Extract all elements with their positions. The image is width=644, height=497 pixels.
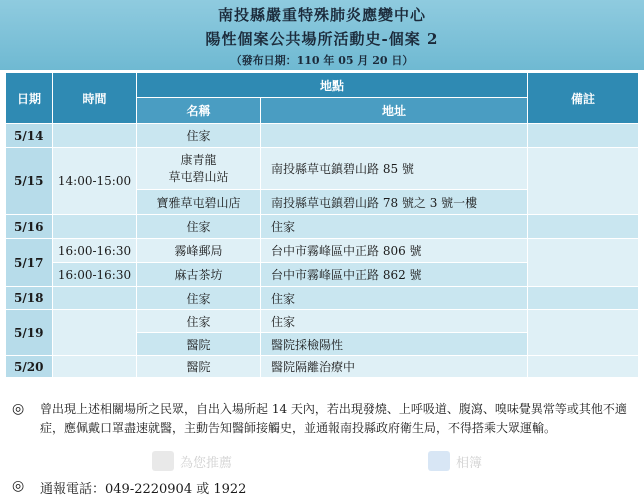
time-cell: 16:00-16:30 [53,239,136,262]
watermark-recommend [152,451,232,471]
place-address: 醫院隔離治療中 [261,356,527,377]
col-header-address: 地址 [261,98,527,123]
header-date: （發布日期：110 年 05 月 20 日） [230,54,414,67]
time-cell [53,287,136,309]
place-address: 台中市霧峰區中正路 806 號 [261,239,527,262]
place-name: 住家 [137,215,260,238]
time-cell [53,124,136,147]
bullet-mark: ◎ [12,401,25,417]
watermark-recommend-label: 為您推薦 [180,455,233,471]
place-name: 霧峰郵局 [137,239,260,262]
place-address: 住家 [261,287,527,309]
album-icon [428,451,450,471]
place-address [261,124,527,147]
place-name-line1: 康青龍 [180,152,217,167]
document-header [0,0,644,70]
place-name: 麻古茶坊 [137,263,260,286]
place-address: 南投縣草屯鎮碧山路 78 號之 3 號一樓 [261,190,527,214]
time-cell: 14:00-15:00 [53,148,136,214]
date-5-20: 5/20 [6,356,52,377]
header-subtitle: 陽性個案公共場所活動史-個案 2 [205,30,439,48]
place-name: 住家 [137,287,260,309]
recommend-icon [152,451,174,471]
col-header-date: 日期 [6,73,52,123]
advisory-text: 曾出現上述相關場所之民眾，自出入場所起 14 天內，若出現發燒、上呼吸道、腹瀉、嗅味覺異常等或其他不適症，應佩戴口罩盡速就醫，主動告知醫師接觸史，並通報南投縣政府衛生局，不得搭乘大眾運輸。 [40,402,627,435]
note-cell [528,239,638,286]
place-name: 醫院 [137,356,260,377]
bullet-mark: ◎ [12,478,25,494]
time-cell: 16:00-16:30 [53,263,136,286]
hotline-text: 通報電話：049-2220904 或 1922 [40,482,247,497]
date-5-17: 5/17 [6,239,52,286]
note-cell [528,148,638,214]
activity-table [6,73,638,377]
date-5-18: 5/18 [6,287,52,309]
col-header-name: 名稱 [137,98,260,123]
watermark-album [428,451,482,471]
time-cell [53,356,136,377]
place-name: 住家 [137,124,260,147]
place-name: 住家 [137,310,260,332]
place-name: 醫院 [137,333,260,355]
place-address: 住家 [261,215,527,238]
date-5-19: 5/19 [6,310,52,355]
date-5-16: 5/16 [6,215,52,238]
col-header-note: 備註 [528,73,638,123]
place-name [137,148,260,189]
header-title: 南投縣嚴重特殊肺炎應變中心 [217,6,426,24]
time-cell [53,310,136,355]
place-name-line2: 草屯碧山站 [168,169,229,184]
place-address: 台中市霧峰區中正路 862 號 [261,263,527,286]
note-cell [528,310,638,355]
note-cell [528,356,638,377]
note-cell [528,287,638,309]
date-5-14: 5/14 [6,124,52,147]
place-address: 醫院採檢陽性 [261,333,527,355]
place-address: 住家 [261,310,527,332]
col-header-time: 時間 [53,73,136,123]
watermark-album-label: 相簿 [456,455,483,471]
date-5-15: 5/15 [6,148,52,214]
note-cell [528,124,638,147]
note-cell [528,215,638,238]
col-header-place: 地點 [137,73,527,97]
place-name: 寶雅草屯碧山店 [137,190,260,214]
place-address: 南投縣草屯鎮碧山路 85 號 [261,148,527,189]
time-cell [53,215,136,238]
